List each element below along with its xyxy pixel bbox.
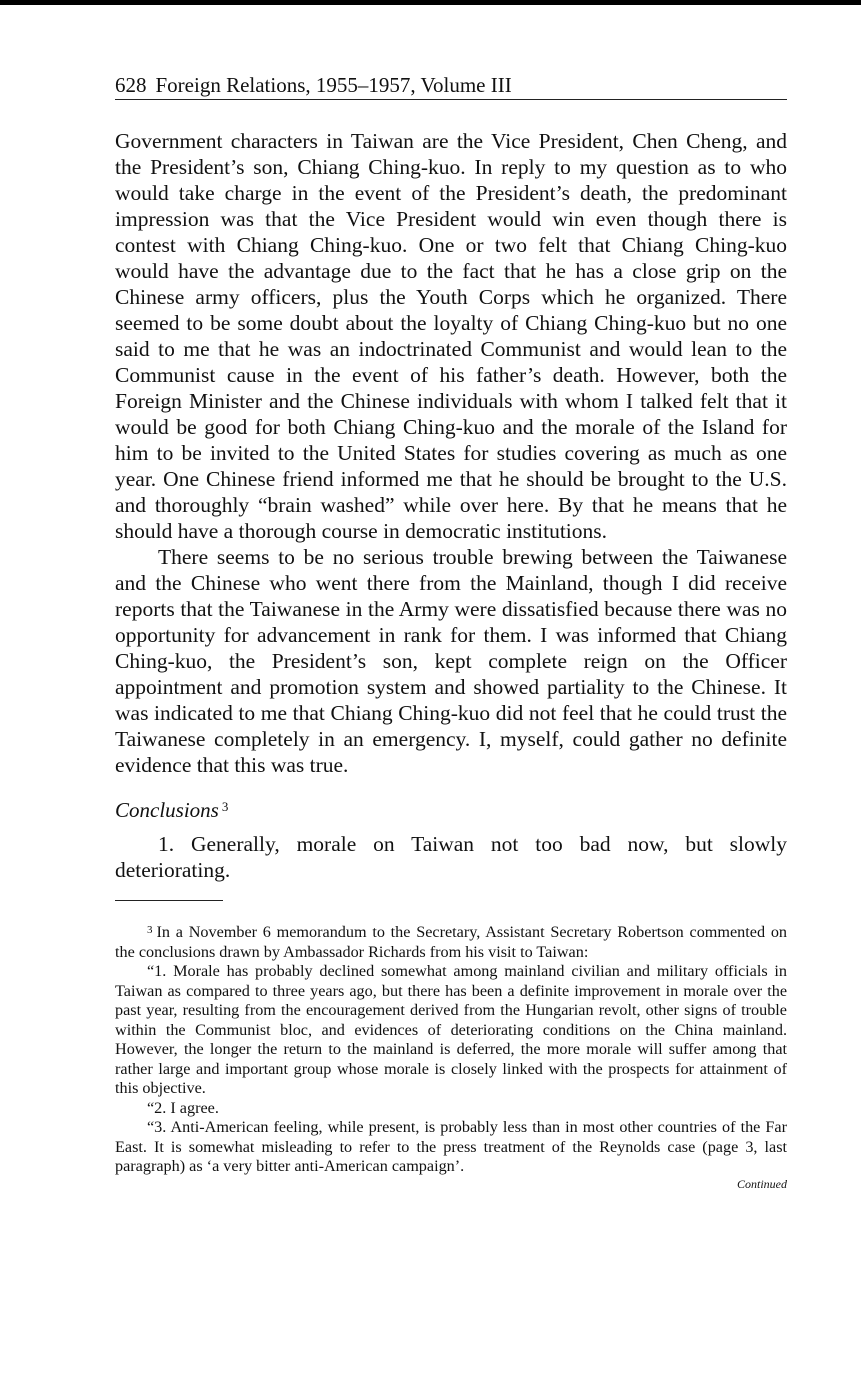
running-header bbox=[115, 72, 787, 100]
document-page bbox=[115, 72, 787, 1190]
body-paragraph-2: There seems to be no serious trouble brewing between the Taiwanese and the Chinese who went there from the Mainland, though I did receive reports that the Taiwanese in the Army were dissatisfied because there was no opportunity for advancement in rank for them. I was informed that Chiang Ching-kuo, the President’s son, kept complete reign on the Officer appointment and promotion system and showed partiality to the Chinese. It was indicated to me that Chiang Ching-kuo did not feel that he could trust the Taiwanese completely in an emergency. I, myself, could gather no definite evidence that this was true. bbox=[115, 545, 787, 777]
footnote-quote-2: “2. I agree. bbox=[147, 1098, 219, 1117]
conclusions-heading-text: Conclusions bbox=[115, 798, 219, 822]
conclusions-list bbox=[115, 831, 787, 883]
top-border-rule bbox=[0, 0, 861, 5]
continued-note: Continued bbox=[737, 1176, 787, 1191]
conclusion-item-1: 1. Generally, morale on Taiwan not too bad now, but slowly deteriorating. bbox=[115, 832, 787, 882]
body-paragraph-1: Government characters in Taiwan are the Vice President, Chen Cheng, and the President’s son, Chiang Ching-kuo. In reply to my question as to who would take charge in the event of the President’s death, the predominant impression was that the Vice President would win even though there is contest with Chiang Ching-kuo. One or two felt that Chiang Ching-kuo would have the advantage due to the fact that he has a close grip on the Chinese army officers, plus the Youth Corps which he organized. There seemed to be some doubt about the loyalty of Chiang Ching-kuo but no one said to me that he was an indoctrinated Communist and would lean to the Communist cause in the event of his father’s death. However, both the Foreign Minister and the Chinese individuals with whom I talked felt that it would be good for both Chiang Ching-kuo and the morale of the Island for him to be invited to the United States for studies covering as much as one year. One Chinese friend informed me that he should be brought to the U.S. and thoroughly “brain washed” while over here. By that he means that he should have a thorough course in democratic institutions. bbox=[115, 129, 787, 543]
footnote-intro bbox=[115, 921, 787, 962]
volume-title: Foreign Relations, 1955–1957, Volume III bbox=[155, 73, 512, 97]
conclusions-heading bbox=[115, 794, 787, 823]
footnote-reference: 3 bbox=[221, 799, 229, 814]
footnote-quote-1: “1. Morale has probably declined somewhat among mainland civilian and military officials in Taiwan as compared to three years ago, but there has been a definite improvement in morale over the past year, resulting from the encouragement derived from the Hungarian revolt, other signs of trouble within the Communist bloc, and evidences of deteriorating conditions on the China mainland. However, the longer the return to the mainland is deferred, the more morale will suffer among that rather large and important group whose morale is closely linked with the prospects for attainment of this objective. bbox=[115, 962, 787, 1097]
body-text bbox=[115, 128, 787, 778]
footnote-3 bbox=[115, 921, 787, 1177]
footnote-intro-text: In a November 6 memorandum to the Secretary, Assistant Secretary Robertson commented on the conclusions drawn by Ambassador Richards from his visit to Taiwan: bbox=[115, 923, 787, 961]
page-number: 628 bbox=[115, 73, 147, 97]
footnote-marker: 3 bbox=[147, 924, 153, 936]
footnote-divider bbox=[115, 900, 223, 901]
footnote-quote-3: “3. Anti-American feeling, while present, is probably less than in most other countries of the Far East. It is somewhat misleading to refer to the press treatment of the Reynolds case (page 3, last paragraph) as ‘a very bitter anti-American campaign’. bbox=[115, 1118, 787, 1175]
